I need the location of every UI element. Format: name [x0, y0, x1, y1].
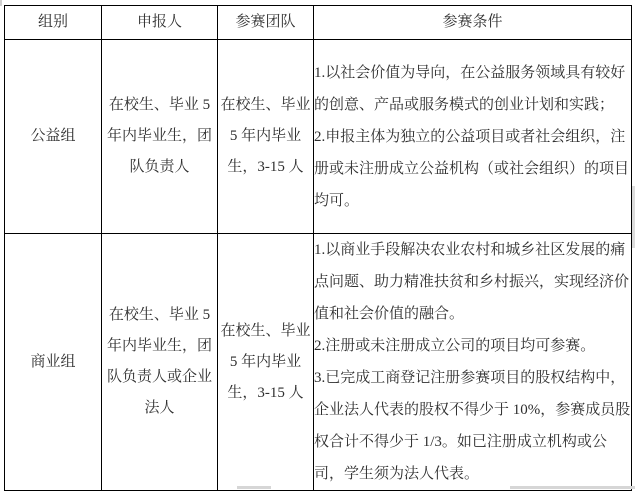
table-row-welfare-group: [5, 40, 632, 234]
condition-item: 1.以商业手段解决农业农村和城乡社区发展的痛点问题、助力精准扶贫和乡村振兴，实现经济价值和社会价值的融合。: [314, 242, 630, 322]
header-cell-group: 组别: [5, 6, 102, 40]
welfare-applicant: 在校生、毕业 5 年内毕业生，团队负责人: [102, 40, 218, 234]
header-cell-applicant: 申报人: [102, 6, 218, 40]
business-team: 在校生、毕业 5 年内毕业生，3-15 人: [218, 234, 314, 491]
business-conditions: [314, 234, 632, 491]
header-row: [5, 6, 632, 40]
table-row-business-group: [5, 234, 632, 491]
condition-item: 2.注册或未注册成立公司的项目均可参赛。: [314, 338, 596, 354]
condition-item: 1.以社会价值为导向，在公益服务领域具有较好的创意、产品或服务模式的创业计划和实践；: [314, 64, 626, 113]
condition-item: 2.申报主体为独立的公益项目或者社会组织，注册或未注册成立公益机构（或社会组织）的项目均可。: [314, 128, 630, 209]
welfare-conditions: [314, 40, 632, 234]
competition-groups-table: [4, 5, 632, 491]
screenshot-edge-artifact: [0, 0, 2, 6]
header-cell-team: 参赛团队: [218, 6, 314, 40]
welfare-group-name: 公益组: [5, 40, 102, 234]
welfare-team: 在校生、毕业 5 年内毕业生，3-15 人: [218, 40, 314, 234]
condition-item: 3.已完成工商登记注册参赛项目的股权结构中，企业法人代表的股权不得少于 10%，参赛成员股权合计不得少于 1/3。如已注册成立机构或公司，学生须为法人代表。: [314, 370, 631, 482]
business-group-name: 商业组: [5, 234, 102, 491]
business-applicant: 在校生、毕业 5 年内毕业生，团队负责人或企业法人: [102, 234, 218, 491]
header-cell-conditions: 参赛条件: [314, 6, 632, 40]
